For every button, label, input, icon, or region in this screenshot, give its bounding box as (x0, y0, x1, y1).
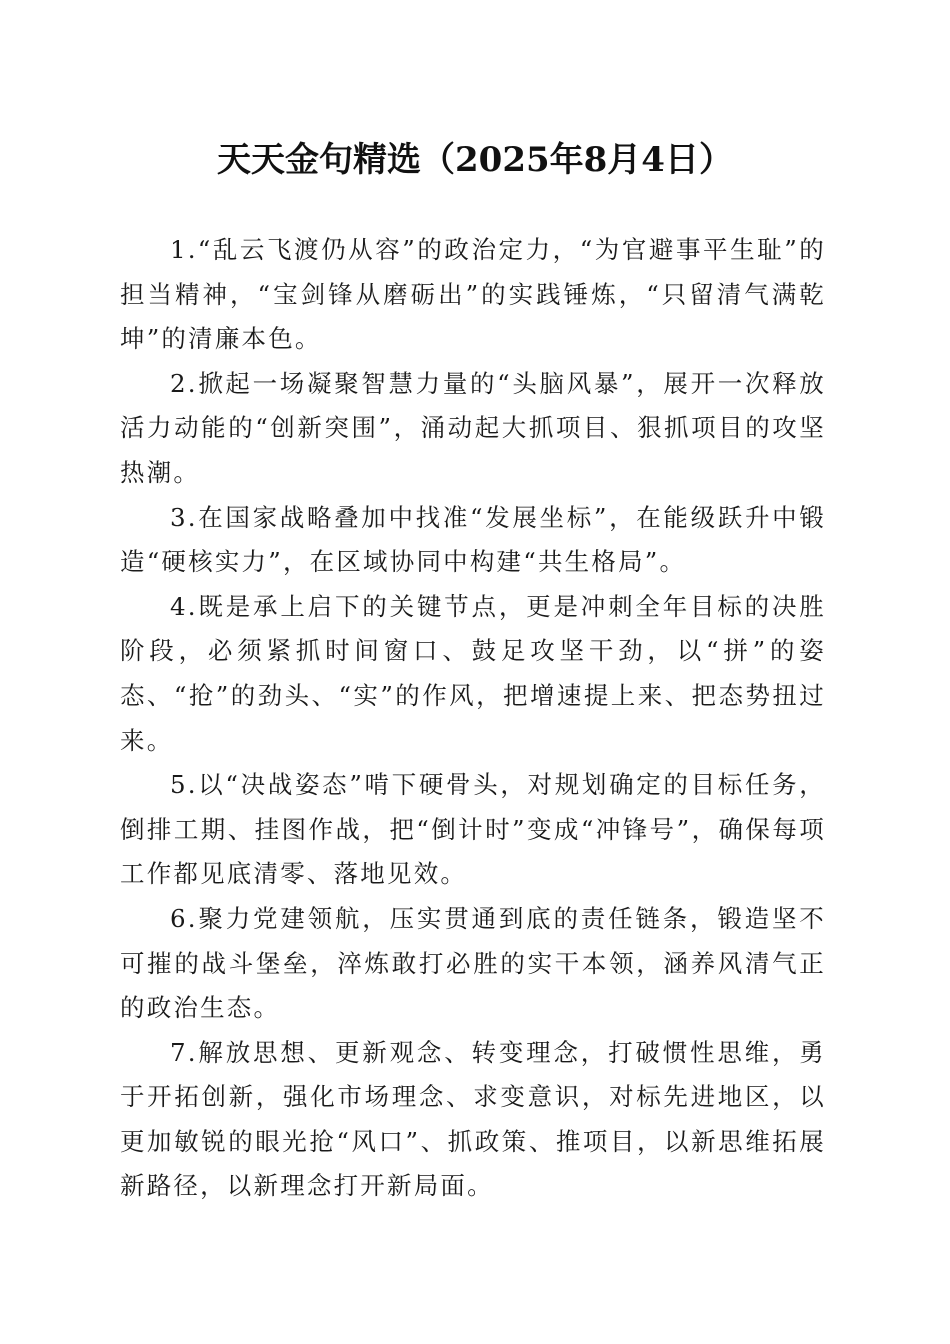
paragraph-7: 7.解放思想、更新观念、转变理念，打破惯性思维，勇于开拓创新，强化市场理念、求变意识，对标先进地区，以更加敏锐的眼光抢“风口”、抓政策、推项目，以新思维拓展新路径，以新理念打开新局面。 (120, 1037, 826, 1201)
document-title: 天天金句精选（2025年8月4日） (217, 140, 733, 180)
paragraph-3: 3.在国家战略叠加中找准“发展坐标”，在能级跃升中锻造“硬核实力”，在区域协同中构建“共生格局”。 (120, 502, 826, 577)
paragraph-1: 1.“乱云飞渡仍从容”的政治定力，“为官避事平生耻”的担当精神，“宝剑锋从磨砺出”的实践锤炼，“只留清气满乾坤”的清廉本色。 (120, 235, 826, 354)
paragraph-4: 4.既是承上启下的关键节点，更是冲刺全年目标的决胜阶段，必须紧抓时间窗口、鼓足攻坚干劲，以“拼”的姿态、“抢”的劲头、“实”的作风，把增速提上来、把态势扭过来。 (120, 591, 826, 755)
paragraph-2: 2.掀起一场凝聚智慧力量的“头脑风暴”，展开一次释放活力动能的“创新突围”，涌动起大抓项目、狠抓项目的攻坚热潮。 (120, 368, 826, 487)
paragraph-6: 6.聚力党建领航，压实贯通到底的责任链条，锻造坚不可摧的战斗堡垒，淬炼敢打必胜的实干本领，涵养风清气正的政治生态。 (120, 903, 826, 1023)
paragraph-5: 5.以“决战姿态”啃下硬骨头，对规划确定的目标任务，倒排工期、挂图作战，把“倒计时”变成“冲锋号”，确保每项工作都见底清零、落地见效。 (120, 770, 826, 889)
document-body (120, 228, 826, 1209)
